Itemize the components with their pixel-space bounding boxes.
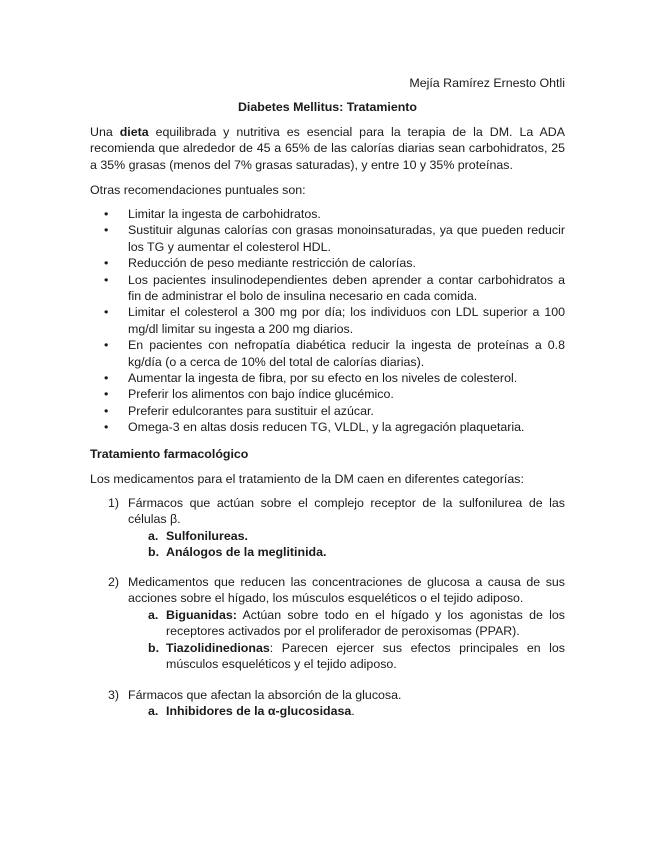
pharm-intro: Los medicamentos para el tratamiento de la DM caen en diferentes categorías: — [90, 472, 524, 486]
document-title: Diabetes Mellitus: Tratamiento — [237, 100, 418, 114]
sub-item — [90, 544, 565, 560]
bullet-icon: • — [104, 338, 109, 353]
sub-item-marker: a. — [148, 704, 159, 719]
sub-item-marker: a. — [148, 607, 159, 622]
list-item-text: Omega-3 en altas dosis reducen TG, VLDL, y la agregación plaquetaria. — [128, 420, 525, 435]
sub-item-marker: a. — [148, 528, 159, 543]
sub-item-marker: b. — [148, 545, 160, 560]
list-item-text: Preferir edulcorantes para sustituir el azúcar. — [128, 403, 374, 418]
list-item-text: Limitar el colesterol a 300 mg por día; los individuos con LDL superior a 100 mg/dl limitar su ingesta a 200 mg diarios. — [128, 305, 565, 336]
list-item — [90, 370, 565, 386]
intro-text-before: Una — [90, 125, 120, 139]
drug-class-name: Tiazolidinedionas — [166, 640, 270, 655]
recommendations-intro: Otras recomendaciones puntuales son: — [90, 183, 306, 197]
list-item-text: Los pacientes insulinodependientes deben aprender a contar carbohidratos a fin de administrar el bolo de insulina necesario en cada comida. — [128, 272, 565, 304]
list-item — [90, 403, 565, 419]
category-text: Fármacos que actúan sobre el complejo receptor de la sulfonilurea de las células β. — [128, 496, 565, 527]
category-text: Fármacos que afectan la absorción de la glucosa. — [128, 688, 402, 702]
drug-class-name: Inhibidores de la α-glucosidasa — [166, 704, 352, 719]
category-marker: 1) — [108, 496, 120, 510]
sub-item — [90, 528, 565, 544]
author-name: Mejía Ramírez Ernesto Ohtli — [409, 76, 565, 90]
intro-paragraph — [90, 124, 565, 173]
sub-item — [90, 640, 565, 673]
list-item-text: Limitar la ingesta de carbohidratos. — [128, 207, 321, 221]
bullet-icon: • — [104, 420, 109, 435]
list-item — [90, 206, 565, 222]
list-item — [90, 272, 565, 305]
bullet-icon: • — [104, 207, 109, 221]
list-item — [90, 386, 565, 402]
drug-class-name: Sulfonilureas. — [166, 528, 248, 543]
list-item-text: En pacientes con nefropatía diabética reducir la ingesta de proteínas a 0.8 kg/día (o a cerca de 10% del total de calorías diarias). — [128, 338, 565, 369]
sub-item — [90, 703, 565, 719]
sub-item-marker: b. — [148, 640, 160, 655]
list-item — [90, 222, 565, 255]
sub-item-text: : Parecen ejercer sus efectos principales en los músculos esqueléticos y el tejido adiposo. — [166, 640, 565, 672]
intro-bold-term: dieta — [119, 125, 149, 139]
list-item — [90, 255, 565, 271]
bullet-icon: • — [104, 223, 109, 238]
bullet-icon: • — [104, 403, 109, 418]
category-2 — [90, 574, 565, 672]
sub-item — [90, 607, 565, 640]
list-item — [90, 337, 565, 370]
drug-class-name: Análogos de la meglitinida. — [166, 545, 327, 560]
category-3 — [90, 687, 565, 720]
list-item-text: Reducción de peso mediante restricción de calorías. — [128, 256, 416, 271]
bullet-icon: • — [104, 272, 109, 287]
list-item-text: Aumentar la ingesta de fibra, por su efecto en los niveles de colesterol. — [128, 371, 518, 386]
recommendations-list — [90, 206, 565, 436]
category-marker: 3) — [108, 688, 120, 702]
sub-item-text: Actúan sobre todo en el hígado y los agonistas de los receptores activados por el proliferador de peroxisomas (PPAR). — [166, 607, 565, 639]
intro-text-after: equilibrada y nutritiva es esencial para la terapia de la DM. La ADA recomienda que alrededor de 45 a 65% de las calorías diarias sean carbohidratos, 25 a 35% grasas (menos del 7% grasas saturadas), y entre 10 y 35% proteínas. — [90, 125, 565, 172]
bullet-icon: • — [104, 387, 109, 402]
bullet-icon: • — [104, 371, 109, 386]
category-marker: 2) — [108, 575, 120, 589]
pharm-heading: Tratamiento farmacológico — [90, 447, 249, 461]
list-item — [90, 304, 565, 337]
category-text: Medicamentos que reducen las concentraciones de glucosa a causa de sus acciones sobre el hígado, los músculos esqueléticos o el tejido adiposo. — [128, 575, 565, 606]
list-item-text: Sustituir algunas calorías con grasas monoinsaturadas, ya que pueden reducir los TG y aumentar el colesterol HDL. — [128, 223, 565, 254]
bullet-icon: • — [104, 305, 109, 320]
category-1 — [90, 495, 565, 561]
drug-class-name: Biguanidas: — [166, 607, 237, 622]
bullet-icon: • — [104, 256, 109, 271]
sub-item-text: . — [351, 704, 355, 719]
list-item-text: Preferir los alimentos con bajo índice glucémico. — [128, 387, 394, 402]
list-item — [90, 419, 565, 435]
